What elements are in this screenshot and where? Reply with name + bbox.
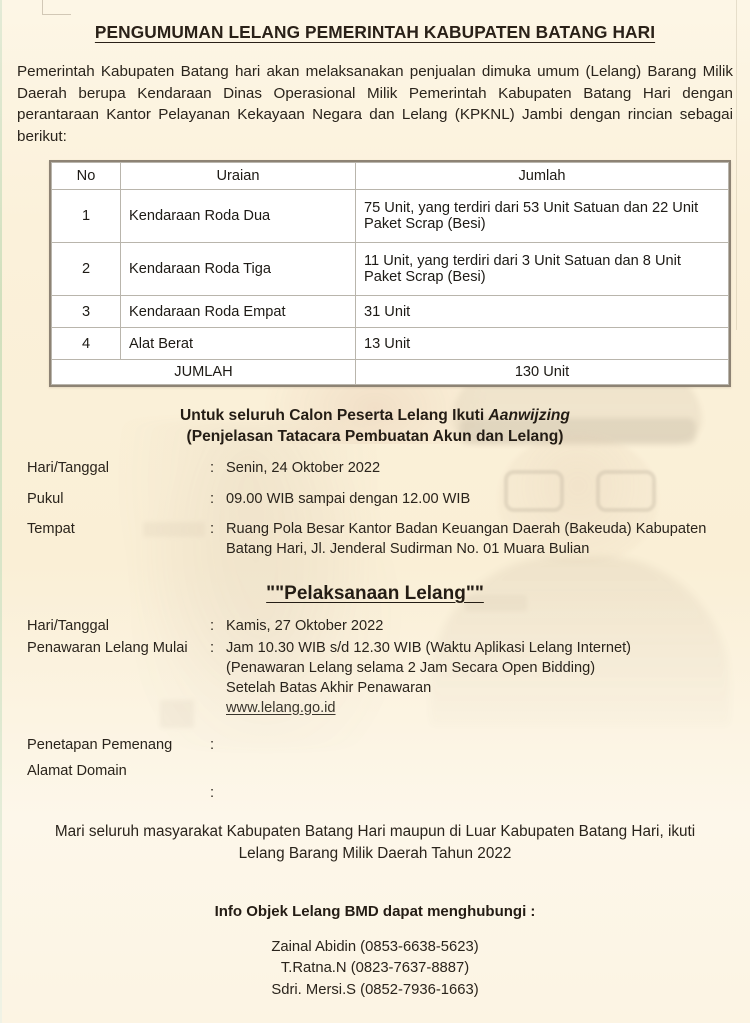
cell-uraian: Alat Berat bbox=[121, 328, 356, 360]
detail-row-hari-tanggal bbox=[27, 617, 736, 637]
cell-no: 1 bbox=[52, 190, 121, 243]
detail-separator: : bbox=[210, 784, 215, 801]
pelaksanaan-heading-text: ""Pelaksanaan Lelang"" bbox=[266, 583, 484, 605]
page-title: PENGUMUMAN LELANG PEMERINTAH KABUPATEN BATANG HARI bbox=[94, 22, 656, 42]
aanwijzing-heading-line1-pre: Untuk seluruh Calon Peserta Lelang Ikuti bbox=[180, 407, 489, 425]
detail-value: Senin, 24 Oktober 2022 bbox=[226, 459, 381, 476]
aanwijzing-heading-line2: (Penjelasan Tatacara Pembuatan Akun dan Lelang) bbox=[186, 428, 564, 446]
contact-item: T.Ratna.N (0823-7637-8887) bbox=[280, 960, 470, 977]
contact-heading: Info Objek Lelang BMD dapat menghubungi : bbox=[214, 902, 536, 920]
detail-label: Hari/Tanggal bbox=[27, 459, 109, 476]
detail-label: Alamat Domain bbox=[27, 762, 127, 779]
detail-value-line1: Ruang Pola Besar Kantor Badan Keuangan Daerah (Bakeuda) Kabupaten bbox=[226, 521, 707, 538]
cell-uraian: Kendaraan Roda Tiga bbox=[121, 243, 356, 296]
aanwijzing-heading-emphasis: Aanwijzing bbox=[488, 407, 570, 425]
detail-value: 09.00 WIB sampai dengan 12.00 WIB bbox=[226, 490, 471, 507]
intro-paragraph: Pemerintah Kabupaten Batang hari akan melaksanakan penjualan dimuka umum (Lelang) Barang Milik Daerah berupa Kendaraan Dinas Operasional Milik Pemerintah Kabupaten Batang Hari dengan perantaraan Kantor Pelayanan Kekayaan Negara dan Lelang (KPKNL) Jambi dengan rincian sebagai berikut: bbox=[17, 63, 733, 145]
lelang-table bbox=[51, 162, 729, 385]
cell-jumlah-line1: 11 Unit, yang terdiri dari 3 Unit Satuan dan 8 Unit bbox=[364, 253, 681, 270]
detail-value bbox=[226, 639, 736, 718]
cell-jumlah: 31 Unit bbox=[356, 296, 729, 328]
detail-label: Tempat bbox=[27, 521, 75, 538]
table-row bbox=[52, 243, 729, 296]
detail-separator: : bbox=[210, 640, 215, 656]
closing-line1: Mari seluruh masyarakat Kabupaten Batang Hari maupun di Luar Kabupaten bbox=[54, 823, 575, 841]
detail-separator: : bbox=[210, 618, 215, 635]
document-content bbox=[0, 22, 750, 1001]
cell-no: 2 bbox=[52, 243, 121, 296]
total-label: JUMLAH bbox=[52, 360, 356, 385]
cell-jumlah bbox=[356, 243, 729, 296]
aanwijzing-details bbox=[14, 459, 736, 560]
detail-separator: : bbox=[210, 737, 215, 754]
cell-jumlah bbox=[356, 190, 729, 243]
cell-jumlah-line2: Paket Scrap (Besi) bbox=[364, 269, 486, 286]
contact-list bbox=[14, 937, 736, 1001]
detail-row-hari-tanggal bbox=[27, 459, 736, 479]
cell-uraian: Kendaraan Roda Empat bbox=[121, 296, 356, 328]
lelang-table-container bbox=[49, 160, 731, 387]
detail-value: Kamis, 27 Oktober 2022 bbox=[226, 618, 384, 635]
total-value: 130 Unit bbox=[356, 360, 729, 385]
pelaksanaan-heading bbox=[14, 583, 736, 605]
column-header-uraian: Uraian bbox=[121, 163, 356, 190]
pelaksanaan-details bbox=[14, 617, 736, 801]
contact-item: Sdri. Mersi.S (0852-7936-1663) bbox=[271, 981, 479, 998]
detail-value-line2: (Penawaran Lelang selama 2 Jam Secara Open Bidding) bbox=[226, 659, 596, 676]
table-header-row bbox=[52, 163, 729, 190]
detail-row-tempat bbox=[27, 520, 736, 560]
detail-label: Penetapan Pemenang bbox=[27, 737, 173, 754]
table-row bbox=[52, 296, 729, 328]
detail-row-penawaran-lelang-mulai bbox=[27, 639, 736, 718]
closing-invitation bbox=[40, 821, 710, 864]
cell-jumlah: 13 Unit bbox=[356, 328, 729, 360]
cell-no: 3 bbox=[52, 296, 121, 328]
detail-value-line2: Batang Hari, Jl. Jenderal Sudirman No. 01 Muara Bulian bbox=[226, 541, 590, 558]
detail-row-alamat-domain bbox=[27, 762, 736, 801]
lelang-website-link[interactable]: www.lelang.go.id bbox=[226, 699, 336, 716]
cell-jumlah-line1: 75 Unit, yang terdiri dari 53 Unit Satuan dan 22 Unit bbox=[364, 200, 699, 217]
cell-jumlah-line2: Paket Scrap (Besi) bbox=[364, 216, 486, 233]
detail-value bbox=[226, 520, 736, 560]
detail-label: Penawaran Lelang Mulai bbox=[27, 640, 188, 656]
table-row bbox=[52, 190, 729, 243]
detail-separator: : bbox=[210, 459, 215, 476]
detail-row-penetapan-pemenang bbox=[27, 736, 736, 756]
top-left-corner-mark bbox=[42, 0, 71, 15]
detail-value-line1: Jam 10.30 WIB s/d 12.30 WIB (Waktu Aplikasi Lelang Internet) bbox=[226, 640, 632, 656]
cell-no: 4 bbox=[52, 328, 121, 360]
detail-separator: : bbox=[210, 521, 215, 538]
closing-line2: Batang Hari, ikuti Lelang Barang Milik Daerah Tahun 2022 bbox=[238, 823, 696, 863]
column-header-no: No bbox=[52, 163, 121, 190]
table-body bbox=[52, 190, 729, 385]
table-row bbox=[52, 328, 729, 360]
table-total-row bbox=[52, 360, 729, 385]
detail-separator: : bbox=[210, 490, 215, 507]
table-header bbox=[52, 163, 729, 190]
detail-label: Hari/Tanggal bbox=[27, 618, 109, 635]
column-header-jumlah: Jumlah bbox=[356, 163, 729, 190]
detail-row-pukul bbox=[27, 490, 736, 510]
contact-item: Zainal Abidin (0853-6638-5623) bbox=[271, 938, 479, 955]
detail-value-line3: Setelah Batas Akhir Penawaran bbox=[226, 679, 432, 696]
cell-uraian: Kendaraan Roda Dua bbox=[121, 190, 356, 243]
detail-label: Pukul bbox=[27, 490, 64, 507]
aanwijzing-heading bbox=[14, 406, 736, 447]
